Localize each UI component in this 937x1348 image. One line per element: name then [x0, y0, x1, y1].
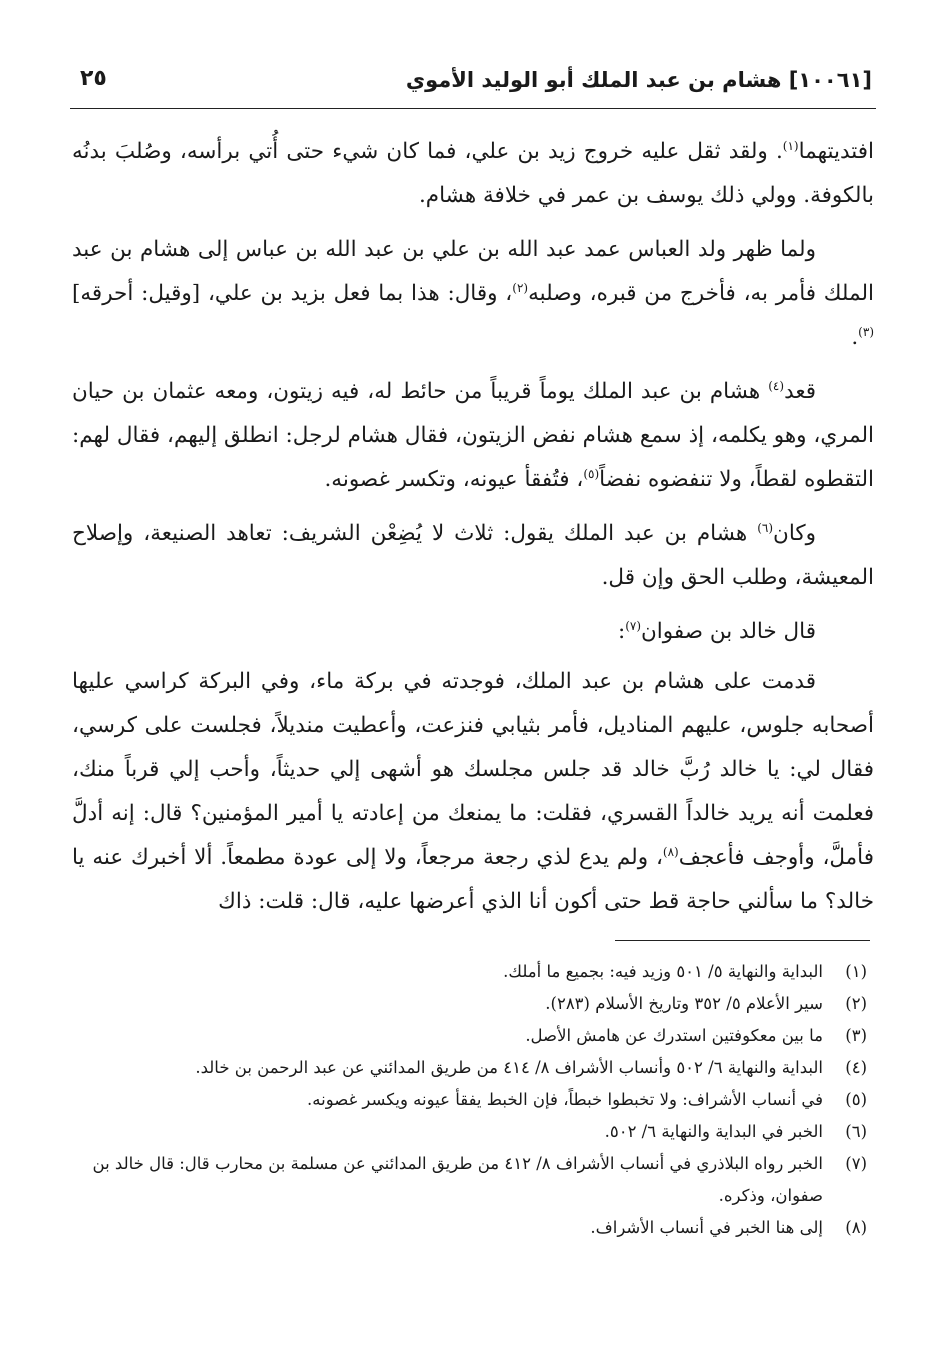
header-title: [١٠٠٦١] هشام بن عبد الملك أبو الوليد الأموي	[405, 68, 872, 92]
footnote-number: (١)	[845, 962, 867, 981]
running-header	[70, 62, 876, 109]
footnote	[72, 1212, 867, 1244]
footnote	[72, 1084, 867, 1116]
paragraph-text: ولما ظهر ولد العباس عمد عبد الله بن علي بن عبد الله بن عباس إلى هشام بن عبد الملك فأمر به، فأخرج من قبره، وصلبه	[72, 237, 874, 306]
footnote-ref: (٦)	[757, 520, 774, 535]
paragraph-text: ، وقال: هذا بما فعل بزيد بن علي، [وقيل: أحرقه]	[72, 281, 513, 306]
paragraph-4	[72, 512, 874, 600]
footnote-number: (٧)	[845, 1154, 867, 1173]
paragraph-text: ، فتُفقأ عيونه، وتكسر غصونه.	[324, 467, 584, 492]
footnote-ref: (٧)	[625, 618, 642, 633]
footnote-number: (٨)	[845, 1218, 867, 1237]
footnote-text: سير الأعلام ٥/ ٣٥٢ وتاريخ الأسلام (٢٨٣).	[545, 994, 823, 1013]
footnote	[72, 988, 867, 1020]
paragraph-6	[72, 660, 874, 924]
footnote-text: الخبر رواه البلاذري في أنساب الأشراف ٨/ ٤١٢ من طريق المدائني عن مسلمة بن محارب قال: قال خالد بن صفوان، وذكره.	[92, 1154, 823, 1205]
footnote	[72, 1116, 867, 1148]
footnote	[72, 1020, 867, 1052]
footnote	[72, 1052, 867, 1084]
footnote-ref: (٨)	[662, 844, 679, 859]
paragraph-text: :	[617, 619, 626, 644]
paragraph-5	[72, 610, 874, 654]
footnote-number: (٤)	[845, 1058, 867, 1077]
footnote-ref: (٣)	[858, 324, 874, 339]
footnote	[72, 956, 867, 988]
footnote-number: (٦)	[845, 1122, 867, 1141]
paragraph-text: هشام بن عبد الملك يوماً قريباً من حائط له، فيه زيتون، ومعه عثمان بن حيان المري، وهو يكلمه، إذ سمع هشام نفض الزيتون، فقال هشام لرجل: انطلق إليهم، فقال لهم: التقطوه لقطاً، ولا تنفضوه نفضاً	[72, 379, 874, 492]
paragraph-text: قعد	[784, 379, 816, 404]
footnote-text: في أنساب الأشراف: ولا تخبطوا خبطاً، فإن الخبط يفقأ عيونه ويكسر غصونه.	[307, 1090, 823, 1109]
footnote-ref: (٥)	[583, 466, 600, 481]
paragraph-3	[72, 370, 874, 502]
paragraph-text: . ولقد ثقل عليه خروج زيد بن علي، فما كان شيء حتى أُتي برأسه، وصُلبَ بدنُه بالكوفة. وولي ذلك يوسف بن عمر في خلافة هشام.	[72, 139, 874, 208]
footnote-text: البداية والنهاية ٦/ ٥٠٢ وأنساب الأشراف ٨/ ٤١٤ من طريق المدائني عن عبد الرحمن بن خالد.	[195, 1058, 823, 1077]
footnote-text: الخبر في البداية والنهاية ٦/ ٥٠٢.	[604, 1122, 823, 1141]
footnotes	[72, 956, 867, 1244]
paragraph-text: وكان	[773, 521, 816, 546]
paragraph-1	[72, 130, 874, 218]
footnote-divider	[615, 940, 870, 941]
footnote-text: ما بين معكوفتين استدرك عن هامش الأصل.	[525, 1026, 823, 1045]
footnote-ref: (٢)	[512, 280, 529, 295]
footnote-ref: (١)	[782, 138, 799, 153]
footnote-text: إلى هنا الخبر في أنساب الأشراف.	[590, 1218, 823, 1237]
paragraph-text: افتديتهما	[798, 139, 874, 164]
paragraph-text: قال خالد بن صفوان	[641, 619, 816, 644]
footnote-text: البداية والنهاية ٥/ ٥٠١ وزيد فيه: بجميع ما أملك.	[503, 962, 823, 981]
footnote-number: (٢)	[845, 994, 867, 1013]
page-number: ٢٥	[80, 66, 107, 91]
paragraph-2	[72, 228, 874, 360]
paragraph-text: .	[851, 325, 859, 350]
main-text	[72, 130, 874, 934]
paragraph-text: قدمت على هشام بن عبد الملك، فوجدته في بركة ماء، وفي البركة كراسي عليها أصحابه جلوس، عليهم المناديل، فأمر بثيابي فنزعت، وأعطيت منديلاً، فجلست على كرسي، فقال لي: يا خالد رُبَّ خالد قد جلس مجلسك هو أشهى إلي حديثاً، وأحب إلي قرباً منك، فعلمت أنه يريد خالداً القسري، فقلت: ما يمنعك من إعادته يا أمير المؤمنين؟ قال: إنه أدلَّ فأملَّ، وأوجف فأعجف	[72, 669, 875, 870]
paragraph-text: ، ولم يدع لذي رجعة مرجعاً، ولا إلى عودة مطمعاً. ألا أخبرك عنه يا خالد؟ ما سألني حاجة قط حتى أكون أنا الذي أعرضها عليه، قال: قلت: ذاك	[72, 845, 874, 914]
paragraph-text: هشام بن عبد الملك يقول: ثلاث لا يُضِعْن الشريف: تعاهد الصنيعة، وإصلاح المعيشة، وطلب الحق وإن قل.	[72, 521, 874, 590]
footnote-number: (٥)	[845, 1090, 867, 1109]
footnote-ref: (٤)	[768, 378, 785, 393]
footnote	[72, 1148, 867, 1212]
footnote-number: (٣)	[845, 1026, 867, 1045]
